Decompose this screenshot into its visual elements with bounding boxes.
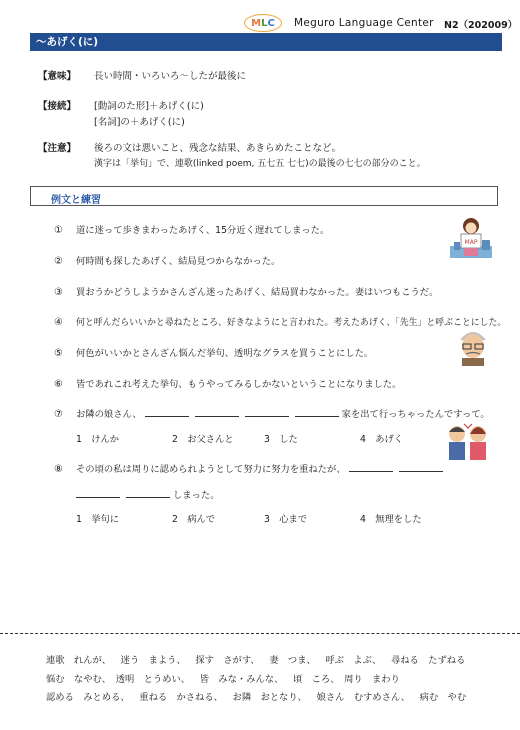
q8-option-3: 3 心まで	[264, 514, 308, 525]
thinking-man-illustration	[452, 326, 494, 366]
arguing-couple-illustration	[444, 420, 492, 462]
connection-line-2: [名詞]の＋あげく(に)	[94, 117, 185, 128]
q7-option-2: 2 お父さんと	[172, 434, 234, 445]
school-name: Meguro Language Center	[294, 17, 434, 29]
q8-option-4: 4 無理をした	[360, 514, 422, 525]
note-label: 【注意】	[38, 143, 77, 154]
answer-blank[interactable]	[349, 462, 393, 472]
question-6: ⑥ 皆であれこれ考えた挙句、もうやってみるしかないということになりました。	[54, 379, 402, 390]
q8-option-1: 1 挙句に	[76, 514, 120, 525]
answer-blank[interactable]	[295, 407, 339, 417]
answer-blank[interactable]	[399, 462, 443, 472]
q7-option-3: 3 した	[264, 434, 298, 445]
level-label: N2（202009）	[444, 20, 518, 31]
q7-option-1: 1 けんか	[76, 434, 120, 445]
question-5: ⑤ 何色がいいかとさんざん悩んだ挙句、透明なグラスを買うことにした。	[54, 348, 374, 359]
question-2: ② 何時間も探したあげく、結局見つからなかった。	[54, 256, 281, 267]
meaning-text: 長い時間・いろいろ〜したが最後に	[94, 71, 247, 82]
connection-line-1: [動詞のた形]＋あげく(に)	[94, 101, 204, 112]
vocab-line-3: 認める みとめる、 重ねる かさねる、 お隣 おとなり、 娘さん むすめさん、 病む やむ	[46, 692, 467, 703]
vocab-line-2: 悩む なやむ、 透明 とうめい、 皆 みな・みんな、 頃 ころ、 周り まわり	[46, 674, 400, 685]
answer-blank[interactable]	[126, 488, 170, 498]
connection-label: 【接続】	[38, 101, 77, 112]
svg-text:MAP: MAP	[464, 239, 478, 246]
question-7: ⑦ お隣の娘さん、 家を出て行っちゃったんですって。	[54, 409, 490, 420]
mlc-logo: M L C	[244, 14, 282, 32]
q7-option-4: 4 あげく	[360, 434, 404, 445]
question-8: ⑧ その頃の私は周りに認められようとして努力に努力を重ねたが、	[54, 461, 446, 475]
question-4: ④ 何と呼んだらいいかと尋ねたところ、好きなようにと言われた。考えたあげく、「先生」と呼ぶことにした。	[54, 317, 507, 328]
answer-blank[interactable]	[76, 488, 120, 498]
section-divider	[0, 633, 520, 634]
question-8-cont: しまった。	[76, 487, 220, 501]
meaning-label: 【意味】	[38, 71, 77, 82]
answer-blank[interactable]	[195, 407, 239, 417]
page-header	[0, 14, 520, 32]
question-3: ③ 買おうかどうしようかさんざん迷ったあげく、結局買わなかった。妻はいつもこうだ。	[54, 287, 439, 298]
map-reading-woman-illustration	[448, 216, 494, 260]
answer-blank[interactable]	[245, 407, 289, 417]
grammar-title: 〜あげく(に)	[30, 33, 502, 51]
vocab-line-1: 連歌 れんが、 迷う まよう、 探す さがす、 妻 つま、 呼ぶ よぶ、 尋ねる たずねる	[46, 655, 466, 666]
answer-blank[interactable]	[145, 407, 189, 417]
note-line-2: 漢字は「挙句」で、連歌(linked poem, 五七五 七七)の最後の七七の部分のこと。	[94, 159, 426, 169]
examples-header-box	[30, 186, 498, 206]
q8-option-2: 2 病んで	[172, 514, 216, 525]
examples-header: 例文と練習	[51, 195, 101, 206]
note-line-1: 後ろの文は悪いこと、残念な結果、あきらめたことなど。	[94, 143, 342, 154]
question-1: ① 道に迷って歩きまわったあげく、15分近く遅れてしまった。	[54, 225, 330, 236]
